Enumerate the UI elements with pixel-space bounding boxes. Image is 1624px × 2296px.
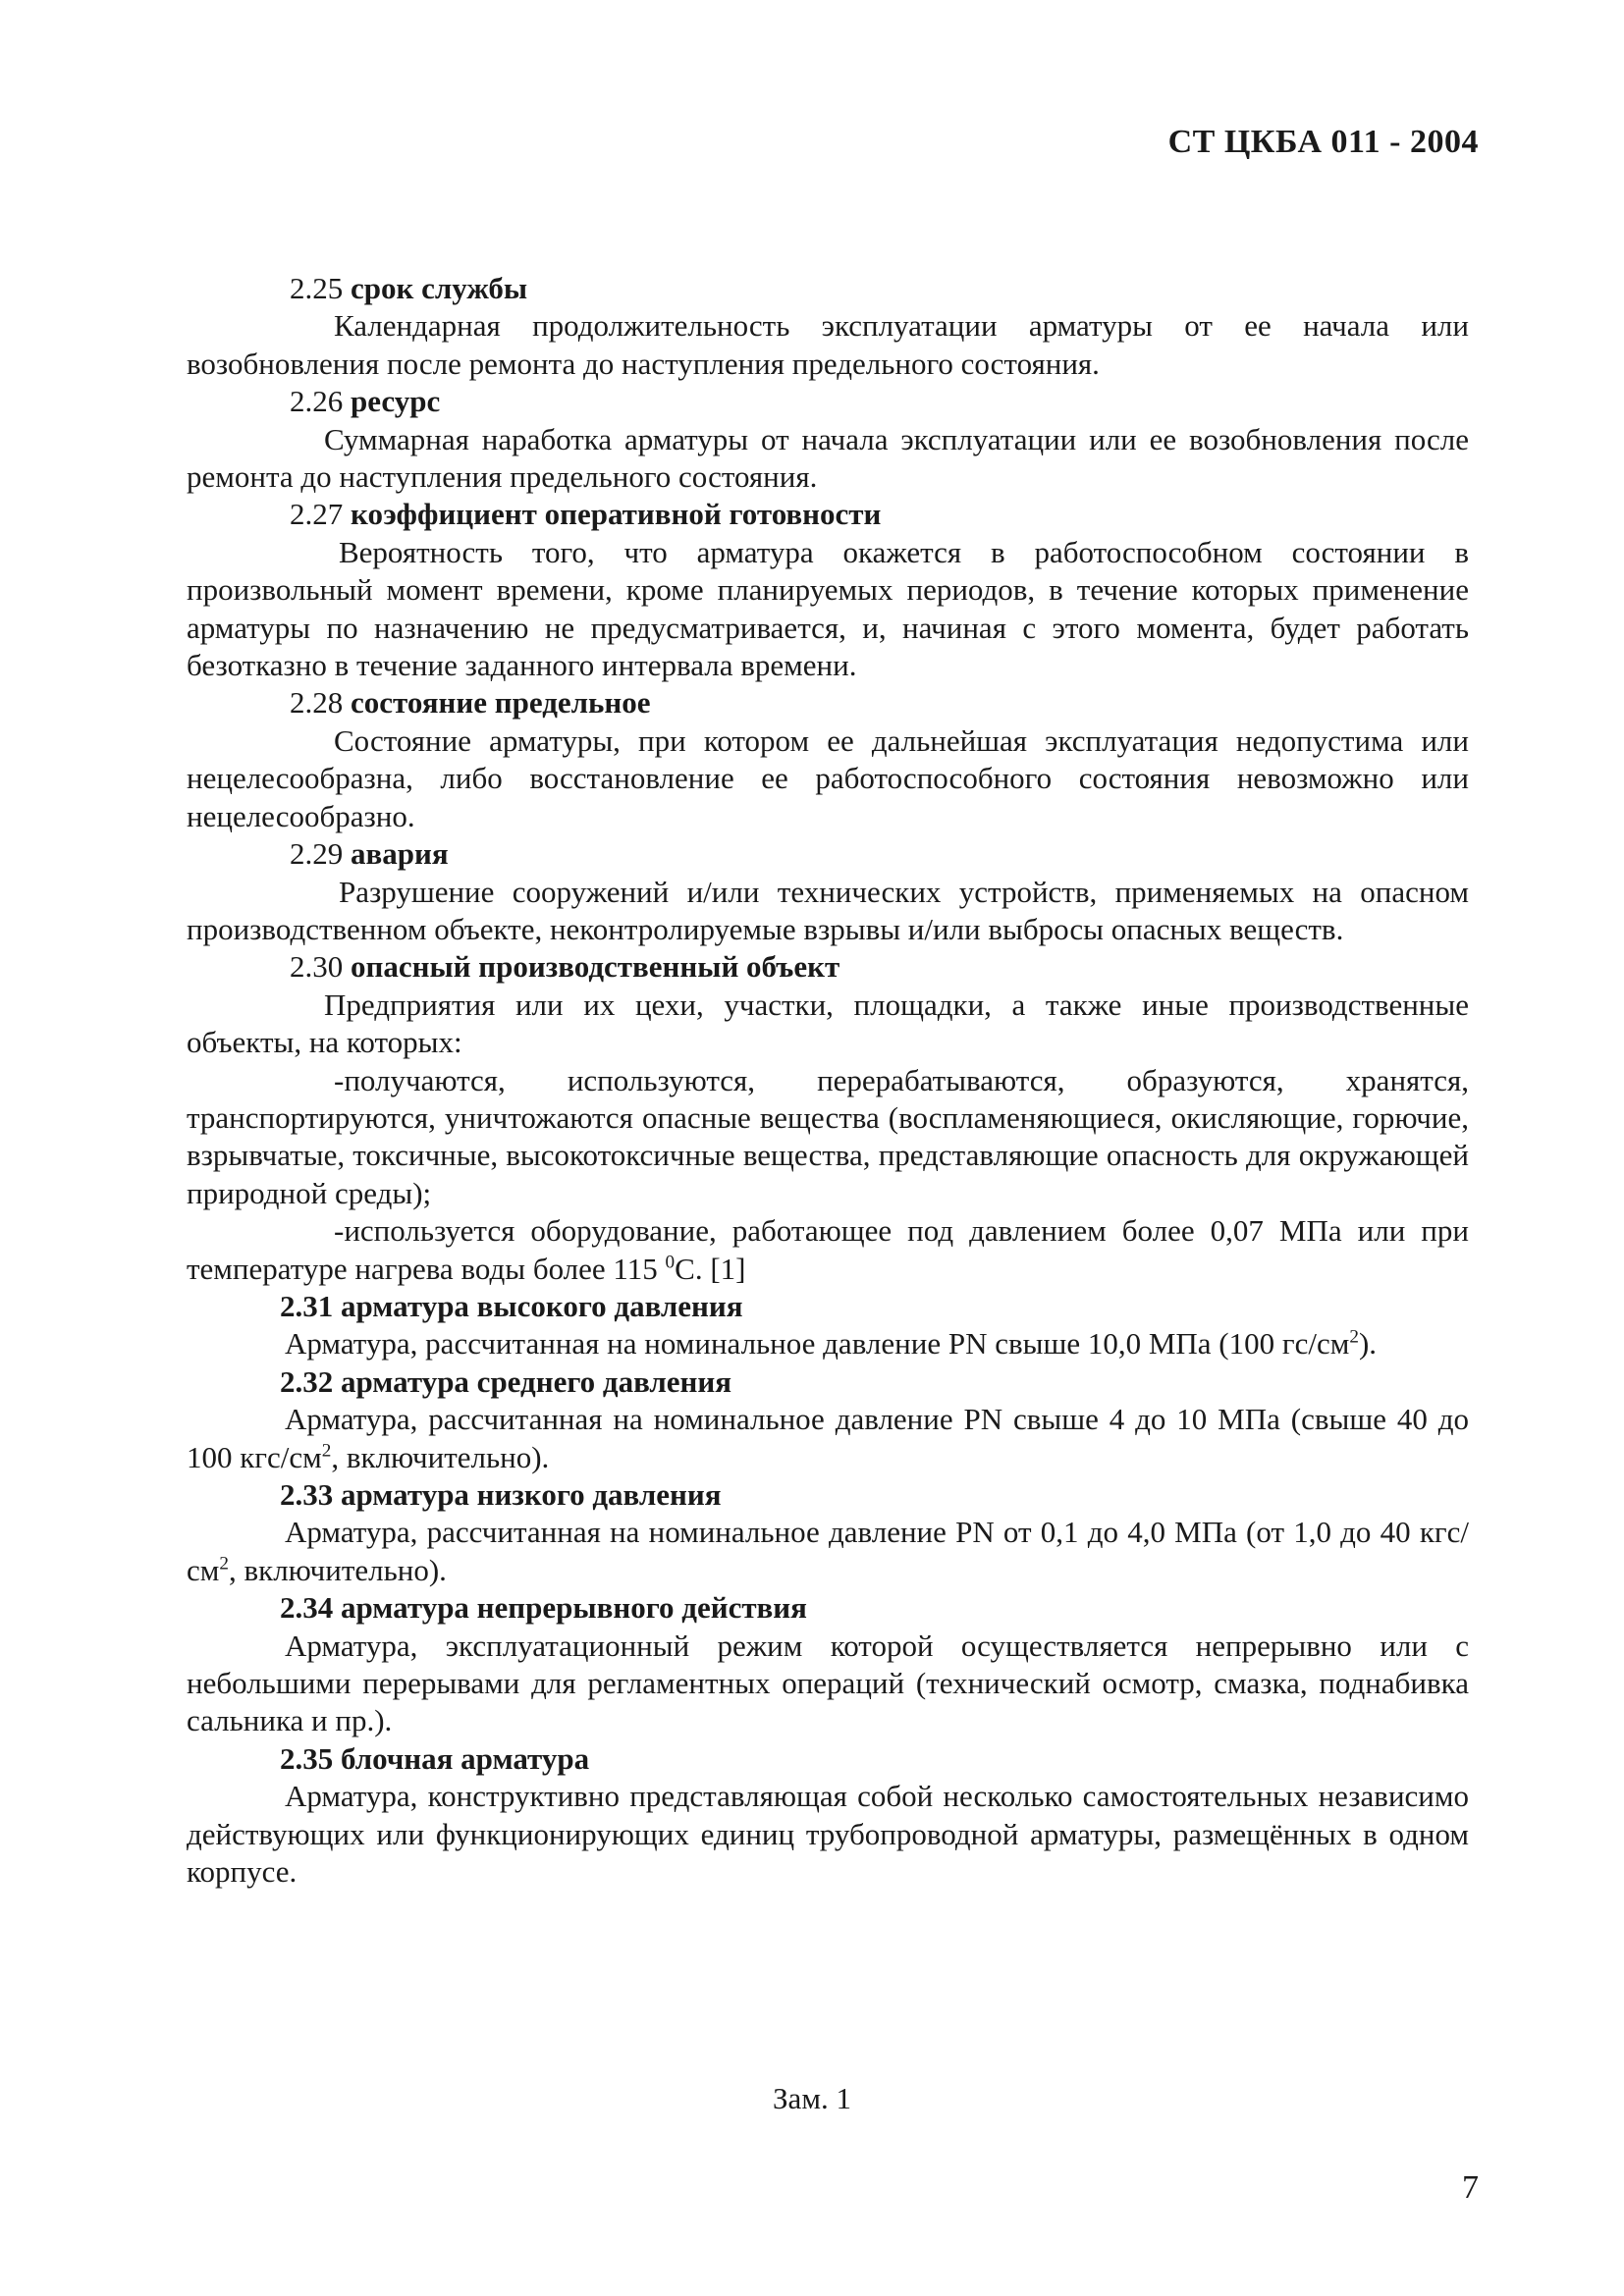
term-name: арматура среднего давления xyxy=(341,1363,732,1399)
amendment-mark: Зам. 1 xyxy=(773,2081,851,2115)
term-number: 2.25 xyxy=(290,271,344,305)
term-number: 2.33 xyxy=(280,1477,334,1512)
term-heading-2-34 xyxy=(187,1589,1469,1627)
term-number: 2.35 xyxy=(280,1740,334,1776)
list-item-text: -используется оборудование, работающее под давлением более 0,07 МПа или при температуре нагрева воды более 115 xyxy=(187,1213,1469,1286)
term-heading-2-27 xyxy=(187,496,1469,533)
term-number: 2.26 xyxy=(290,384,344,419)
term-heading-2-26 xyxy=(187,383,1469,420)
term-heading-2-33 xyxy=(187,1476,1469,1514)
term-number: 2.29 xyxy=(290,836,344,872)
definition-text-end: , включительно). xyxy=(229,1552,447,1587)
term-number: 2.27 xyxy=(290,497,344,532)
term-definition-2-32 xyxy=(187,1401,1469,1476)
term-name: арматура низкого давления xyxy=(341,1477,722,1512)
term-name: срок службы xyxy=(351,271,528,305)
term-definition-2-35: Арматура, конструктивно представляющая собой несколько самостоятельных независимо действующих или функционирующих единиц трубопроводной арматуры, размещённых в одном корпусе. xyxy=(187,1779,1469,1890)
list-item-text-end: С. [1] xyxy=(675,1251,746,1286)
term-number: 2.30 xyxy=(290,949,344,985)
page-number: 7 xyxy=(1462,2169,1479,2206)
term-heading-2-25 xyxy=(187,270,1469,307)
term-heading-2-31 xyxy=(187,1288,1469,1325)
document-code: СТ ЦКБА 011 - 2004 xyxy=(1167,124,1479,160)
term-definition-2-30-list-item-1: -получаются, используются, перерабатываются, образуются, хранятся, транспортируются, уничтожаются опасные вещества (воспламеняющиеся, окисляющие, горючие, взрывчатые, токсичные, высокотоксичные вещества, представляющие опасность для окружающей природной среды); xyxy=(187,1062,1469,1210)
unit-superscript: 2 xyxy=(1349,1327,1359,1349)
term-heading-2-32 xyxy=(187,1363,1469,1401)
term-name: состояние предельное xyxy=(351,685,651,721)
term-definition-2-28: Состояние арматуры, при котором ее дальнейшая эксплуатация недопустима или нецелесообразна, либо восстановление ее работоспособного состояния невозможно или нецелесообразно. xyxy=(187,722,1469,833)
term-heading-2-30 xyxy=(187,948,1469,986)
term-definition-2-26: Суммарная наработка арматуры от начала эксплуатации или ее возобновления после ремонта до наступления предельного состояния. xyxy=(187,421,1469,495)
term-heading-2-28 xyxy=(187,684,1469,721)
term-definition-2-29: Разрушение сооружений и/или технических устройств, применяемых на опасном производственном объекте, неконтролируемые взрывы и/или выбросы опасных веществ. xyxy=(187,874,1469,946)
term-number: 2.28 xyxy=(290,685,344,721)
term-name: арматура непрерывного действия xyxy=(341,1590,807,1626)
term-name: коэффициент оперативной готовности xyxy=(351,497,882,532)
term-definition-2-34: Арматура, эксплуатационный режим которой осуществляется непрерывно или с небольшими перерывами для регламентных операций (технический осмотр, смазка, поднабивка сальника и пр.). xyxy=(187,1628,1469,1738)
term-definition-2-33 xyxy=(187,1514,1469,1589)
term-number: 2.34 xyxy=(280,1590,334,1626)
term-definition-2-31 xyxy=(187,1325,1469,1362)
term-name: опасный производственный объект xyxy=(351,949,840,985)
term-name: ресурс xyxy=(351,384,441,419)
unit-superscript: 2 xyxy=(321,1440,332,1462)
definition-text: Арматура, рассчитанная на номинальное давление PN свыше 4 до 10 МПа (свыше 40 до 100 кгс/см xyxy=(187,1402,1469,1474)
term-number: 2.31 xyxy=(280,1288,334,1323)
unit-superscript: 2 xyxy=(219,1553,229,1575)
definition-text-end: ). xyxy=(1358,1326,1378,1362)
term-heading-2-35 xyxy=(187,1740,1469,1778)
definition-text: Арматура, рассчитанная на номинальное давление PN от 0,1 до 4,0 МПа (от 1,0 до 40 кгс/см xyxy=(187,1515,1469,1587)
term-definition-2-30-list-item-2 xyxy=(187,1212,1469,1288)
term-heading-2-29 xyxy=(187,835,1469,873)
term-name: блочная арматура xyxy=(341,1740,590,1776)
term-name: арматура высокого давления xyxy=(341,1288,743,1323)
term-definition-2-27: Вероятность того, что арматура окажется в работоспособном состоянии в произвольный момент времени, кроме планируемых периодов, в течение которых применение арматуры по назначению не предусматривается, и, начиная с этого момента, будет работать безотказно в течение заданного интервала времени. xyxy=(187,534,1469,683)
term-name: авария xyxy=(351,836,449,872)
degree-superscript: 0 xyxy=(665,1252,676,1273)
definition-text-end: , включительно). xyxy=(331,1439,550,1474)
term-definition-2-30: Предприятия или их цехи, участки, площадки, а также иные производственные объекты, на которых: xyxy=(187,987,1469,1060)
terms-section xyxy=(187,270,1469,1891)
term-definition-2-25: Календарная продолжительность эксплуатации арматуры от ее начала или возобновления после ремонта до наступления предельного состояния. xyxy=(187,308,1469,381)
definition-text: Арматура, рассчитанная на номинальное давление PN свыше 10,0 МПа (100 гс/см xyxy=(285,1326,1350,1362)
term-number: 2.32 xyxy=(280,1363,334,1399)
